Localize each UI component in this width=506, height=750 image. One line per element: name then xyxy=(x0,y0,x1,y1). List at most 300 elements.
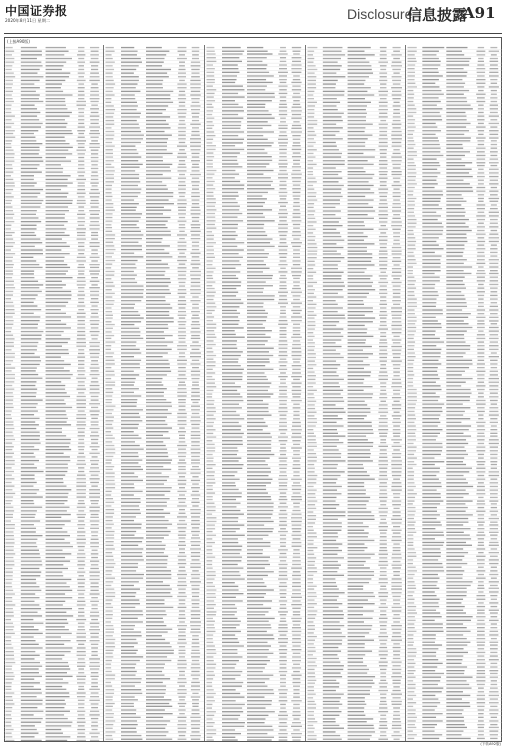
table-cell-text xyxy=(323,207,336,208)
table-cell-text xyxy=(293,281,300,282)
table-cell-text xyxy=(146,545,166,546)
table-cell-text xyxy=(222,361,238,362)
table-cell-text xyxy=(222,578,245,579)
table-cell-text xyxy=(121,646,134,647)
table-cell-text xyxy=(106,54,112,55)
table-cell-text xyxy=(348,654,366,655)
table-cell-text xyxy=(78,364,84,365)
table-cell-text xyxy=(323,557,344,558)
table-cell-text xyxy=(292,589,301,590)
table-cell-text xyxy=(477,97,485,98)
table-cell-text xyxy=(408,162,415,163)
table-cell-text xyxy=(91,87,99,88)
table-cell-text xyxy=(292,489,301,490)
table-cell-text xyxy=(89,403,100,404)
table-cell-text xyxy=(392,415,402,416)
table-cell-text xyxy=(247,361,270,362)
table-cell-text xyxy=(179,646,185,647)
table-cell-text xyxy=(348,83,365,84)
table-cell-text xyxy=(391,439,402,440)
table-cell-text xyxy=(89,453,99,454)
table-cell-text xyxy=(278,139,288,140)
table-cell-text xyxy=(6,346,15,347)
table-cell-text xyxy=(323,588,339,589)
table-cell-text xyxy=(308,707,317,708)
table-cell-text xyxy=(348,547,368,548)
table-cell-text xyxy=(46,214,65,215)
table-cell-text xyxy=(323,135,336,136)
table-cell-text xyxy=(323,397,343,398)
table-cell-text xyxy=(90,460,99,461)
table-cell-text xyxy=(21,539,38,540)
table-cell-text xyxy=(408,75,415,76)
table-cell-text xyxy=(146,689,166,690)
table-cell-text xyxy=(380,586,386,587)
table-cell-text xyxy=(308,651,316,652)
table-cell-text xyxy=(476,51,485,52)
table-cell-text xyxy=(392,91,401,92)
table-cell-text xyxy=(278,344,287,345)
table-cell-text xyxy=(247,560,269,561)
table-cell-text xyxy=(46,531,68,532)
table-cell-text xyxy=(392,397,401,398)
table-cell-text xyxy=(278,733,287,734)
table-cell-text xyxy=(379,526,388,527)
table-cell-text xyxy=(6,722,12,723)
table-cell-text xyxy=(91,557,98,558)
table-cell-text xyxy=(90,54,99,55)
table-cell-text xyxy=(348,561,366,562)
table-cell-text xyxy=(89,349,100,350)
table-cell-text xyxy=(247,450,271,451)
table-cell-text xyxy=(393,47,401,48)
table-cell-text xyxy=(91,112,99,113)
table-cell-text xyxy=(21,647,43,648)
table-cell-text xyxy=(21,597,40,598)
table-cell-text xyxy=(178,462,187,463)
table-cell-text xyxy=(380,540,387,541)
table-cell-text xyxy=(379,460,388,461)
table-cell-text xyxy=(190,80,200,81)
table-cell-text xyxy=(408,165,416,166)
table-cell-text xyxy=(77,729,85,730)
table-cell-text xyxy=(247,260,264,261)
table-cell-text xyxy=(177,260,187,261)
table-cell-text xyxy=(489,241,499,242)
table-cell-text xyxy=(179,441,186,442)
table-cell-text xyxy=(348,353,373,354)
table-cell-text xyxy=(291,292,302,293)
table-cell-text xyxy=(6,485,15,486)
table-cell-text xyxy=(489,226,498,227)
table-cell-text xyxy=(178,185,186,186)
table-cell-text xyxy=(380,632,387,633)
table-cell-text xyxy=(394,401,400,402)
table-cell-text xyxy=(379,511,388,512)
table-cell-text xyxy=(380,76,387,77)
table-cell-text xyxy=(247,656,267,657)
table-cell-text xyxy=(121,296,143,297)
table-cell-text xyxy=(393,425,400,426)
table-cell-text xyxy=(292,61,301,62)
table-cell-text xyxy=(178,384,186,385)
table-cell-text xyxy=(46,246,70,247)
table-cell-text xyxy=(21,407,36,408)
table-cell-text xyxy=(192,476,198,477)
table-cell-text xyxy=(308,625,315,626)
table-cell-text xyxy=(477,115,484,116)
table-cell-text xyxy=(106,315,113,316)
table-cell-text xyxy=(392,142,401,143)
table-cell-text xyxy=(379,275,388,276)
table-cell-text xyxy=(408,223,417,224)
table-cell-text xyxy=(323,236,342,237)
table-cell-text xyxy=(192,559,200,560)
table-cell-text xyxy=(247,404,269,405)
table-cell-text xyxy=(379,640,387,641)
table-cell-text xyxy=(222,379,242,380)
table-cell-text xyxy=(478,212,485,213)
table-cell-text xyxy=(6,666,13,667)
table-cell-text xyxy=(292,181,300,182)
table-cell-text xyxy=(247,499,271,500)
table-cell-text xyxy=(21,309,41,310)
table-cell-text xyxy=(6,711,12,712)
table-cell-text xyxy=(278,726,287,727)
table-cell-text xyxy=(408,68,415,69)
table-cell-text xyxy=(89,493,100,494)
table-cell-text xyxy=(308,603,317,604)
table-cell-text xyxy=(106,556,114,557)
table-cell-text xyxy=(179,65,185,66)
table-cell-text xyxy=(179,706,185,707)
table-cell-text xyxy=(121,424,139,425)
table-cell-text xyxy=(146,282,171,283)
table-cell-text xyxy=(90,517,99,518)
table-cell-text xyxy=(91,83,97,84)
table-cell-text xyxy=(280,57,286,58)
table-cell-text xyxy=(478,61,484,62)
table-cell-text xyxy=(46,689,67,690)
table-cell-text xyxy=(21,235,36,236)
table-cell-text xyxy=(292,156,301,157)
table-cell-text xyxy=(222,656,243,657)
table-cell-text xyxy=(247,82,273,83)
table-cell-text xyxy=(46,740,68,741)
table-cell-text xyxy=(191,720,200,721)
table-cell-text xyxy=(446,266,472,267)
table-cell-text xyxy=(21,689,41,690)
disclosure-table xyxy=(4,45,502,741)
table-cell-text xyxy=(106,164,112,165)
table-cell-text xyxy=(207,128,213,129)
table-cell-text xyxy=(308,296,317,297)
table-cell-text xyxy=(323,253,341,254)
table-cell-text xyxy=(46,586,70,587)
table-cell-text xyxy=(392,672,400,673)
table-cell-text xyxy=(323,131,340,132)
table-cell-text xyxy=(379,203,388,204)
table-cell-text xyxy=(323,449,339,450)
table-cell-text xyxy=(106,625,114,626)
table-cell-text xyxy=(280,471,287,472)
table-cell-text xyxy=(146,660,171,661)
table-cell-text xyxy=(21,510,37,511)
table-cell-text xyxy=(247,564,270,565)
table-cell-text xyxy=(222,195,239,196)
table-cell-text xyxy=(293,184,300,185)
table-cell-text xyxy=(348,567,370,568)
table-cell-text xyxy=(46,435,67,436)
table-cell-text xyxy=(106,724,114,725)
table-cell-text xyxy=(178,51,187,52)
table-cell-text xyxy=(121,331,140,332)
table-cell-text xyxy=(292,344,301,345)
table-cell-text xyxy=(348,315,365,316)
table-cell-text xyxy=(121,556,143,557)
table-cell-text xyxy=(6,531,14,532)
table-cell-text xyxy=(192,164,199,165)
table-cell-text xyxy=(78,164,84,165)
table-cell-text xyxy=(121,69,136,70)
table-cell-text xyxy=(106,531,115,532)
table-cell-text xyxy=(279,75,287,76)
table-cell-text xyxy=(191,207,199,208)
table-cell-text xyxy=(477,255,485,256)
table-cell-text xyxy=(106,570,113,571)
table-cell-text xyxy=(77,232,86,233)
table-cell-text xyxy=(380,672,386,673)
table-cell-text xyxy=(191,724,200,725)
table-cell-text xyxy=(422,187,434,188)
table-cell-text xyxy=(121,156,141,157)
table-cell-text xyxy=(308,718,316,719)
table-cell-text xyxy=(279,737,288,738)
table-cell-text xyxy=(446,219,469,220)
table-cell-text xyxy=(207,334,216,335)
table-cell-text xyxy=(293,611,300,612)
table-cell-text xyxy=(6,582,12,583)
table-cell-text xyxy=(178,213,186,214)
table-cell-text xyxy=(91,703,99,704)
table-cell-text xyxy=(146,653,174,654)
table-cell-text xyxy=(21,392,37,393)
table-cell-text xyxy=(280,589,287,590)
table-cell-text xyxy=(378,636,388,637)
table-cell-text xyxy=(78,161,84,162)
table-cell-text xyxy=(146,87,163,88)
table-cell-text xyxy=(21,571,41,572)
table-cell-text xyxy=(380,536,387,537)
table-cell-text xyxy=(6,435,14,436)
table-cell-text xyxy=(292,422,301,423)
table-cell-text xyxy=(6,284,14,285)
table-cell-text xyxy=(323,543,342,544)
table-cell-text xyxy=(247,396,271,397)
table-cell-text xyxy=(247,729,273,730)
table-cell-text xyxy=(222,53,243,54)
table-cell-text xyxy=(78,58,84,59)
table-cell-text xyxy=(121,435,139,436)
table-cell-text xyxy=(279,440,288,441)
table-cell-text xyxy=(178,293,187,294)
table-cell-text xyxy=(379,607,388,608)
table-cell-text xyxy=(422,151,440,152)
table-cell-text xyxy=(146,335,173,336)
table-cell-text xyxy=(121,720,137,721)
table-cell-text xyxy=(21,253,43,254)
table-cell-text xyxy=(90,246,100,247)
table-cell-text xyxy=(46,579,72,580)
table-cell-text xyxy=(380,149,387,150)
table-cell-text xyxy=(323,592,345,593)
table-cell-text xyxy=(279,729,286,730)
table-cell-text xyxy=(121,267,137,268)
table-cell-text xyxy=(6,550,14,551)
table-cell-text xyxy=(77,493,86,494)
table-cell-text xyxy=(247,642,268,643)
table-cell-text xyxy=(446,126,466,127)
table-cell-text xyxy=(121,682,141,683)
table-cell-text xyxy=(121,338,143,339)
table-cell-text xyxy=(91,503,98,504)
table-cell-text xyxy=(293,340,300,341)
table-cell-text xyxy=(323,91,345,92)
table-cell-text xyxy=(121,607,135,608)
table-cell-text xyxy=(21,374,38,375)
table-cell-text xyxy=(190,83,201,84)
table-cell-text xyxy=(46,182,73,183)
table-cell-text xyxy=(6,98,13,99)
table-cell-text xyxy=(191,424,199,425)
table-cell-text xyxy=(292,600,300,601)
table-cell-text xyxy=(222,729,235,730)
table-cell-text xyxy=(21,133,34,134)
table-cell-text xyxy=(78,112,84,113)
table-cell-text xyxy=(207,444,215,445)
table-cell-text xyxy=(323,98,337,99)
table-column-4-rows xyxy=(306,45,405,741)
table-cell-text xyxy=(323,300,336,301)
table-cell-text xyxy=(222,521,238,522)
table-cell-text xyxy=(78,586,85,587)
table-cell-text xyxy=(379,418,388,419)
table-cell-text xyxy=(146,717,163,718)
table-cell-text xyxy=(393,368,400,369)
table-cell-text xyxy=(6,696,13,697)
table-cell-text xyxy=(490,255,497,256)
table-cell-text xyxy=(380,715,386,716)
table-cell-text xyxy=(323,83,336,84)
table-cell-text xyxy=(348,680,373,681)
table-cell-text xyxy=(178,409,185,410)
table-cell-text xyxy=(46,553,72,554)
table-cell-text xyxy=(106,296,113,297)
table-cell-text xyxy=(106,406,116,407)
table-cell-text xyxy=(391,519,402,520)
table-cell-text xyxy=(192,156,199,157)
table-cell-text xyxy=(21,725,35,726)
table-cell-text xyxy=(292,660,301,661)
table-cell-text xyxy=(222,429,241,430)
table-cell-text xyxy=(21,604,40,605)
table-cell-text xyxy=(146,271,165,272)
table-cell-text xyxy=(146,363,170,364)
table-cell-text xyxy=(408,183,417,184)
table-cell-text xyxy=(6,47,13,48)
table-cell-text xyxy=(477,270,485,271)
table-cell-text xyxy=(207,206,216,207)
table-cell-text xyxy=(146,548,165,549)
table-cell-text xyxy=(192,120,199,121)
table-cell-text xyxy=(348,446,373,447)
table-cell-text xyxy=(46,267,70,268)
table-cell-text xyxy=(190,274,201,275)
table-cell-text xyxy=(106,409,114,410)
table-cell-text xyxy=(380,317,387,318)
table-cell-text xyxy=(292,386,300,387)
table-cell-text xyxy=(491,187,497,188)
table-cell-text xyxy=(179,80,185,81)
table-cell-text xyxy=(6,597,13,598)
table-cell-text xyxy=(247,600,272,601)
table-cell-text xyxy=(222,100,235,101)
table-cell-text xyxy=(489,266,498,267)
table-cell-text xyxy=(121,656,143,657)
table-cell-text xyxy=(21,294,38,295)
table-cell-text xyxy=(191,650,199,651)
table-cell-text xyxy=(323,676,342,677)
table-cell-text xyxy=(91,582,99,583)
table-cell-text xyxy=(146,462,171,463)
table-cell-text xyxy=(177,109,186,110)
table-cell-text xyxy=(323,328,344,329)
table-cell-text xyxy=(6,733,12,734)
table-cell-text xyxy=(146,131,165,132)
table-cell-text xyxy=(278,355,287,356)
table-cell-text xyxy=(247,571,274,572)
table-cell-text xyxy=(292,582,300,583)
table-cell-text xyxy=(6,91,13,92)
table-cell-text xyxy=(46,123,68,124)
table-cell-text xyxy=(77,496,86,497)
table-cell-text xyxy=(207,450,216,451)
table-cell-text xyxy=(279,192,288,193)
table-cell-text xyxy=(247,418,264,419)
table-cell-text xyxy=(247,638,274,639)
table-cell-text xyxy=(21,418,40,419)
table-cell-text xyxy=(378,188,388,189)
table-cell-text xyxy=(91,608,97,609)
table-cell-text xyxy=(91,531,98,532)
table-cell-text xyxy=(191,599,199,600)
table-cell-text xyxy=(279,361,288,362)
table-cell-text xyxy=(46,335,62,336)
table-cell-text xyxy=(380,588,387,589)
table-cell-text xyxy=(222,220,243,221)
table-cell-text xyxy=(121,116,140,117)
table-cell-text xyxy=(121,610,143,611)
table-cell-text xyxy=(146,635,162,636)
table-cell-text xyxy=(46,378,71,379)
table-cell-text xyxy=(146,656,167,657)
table-cell-text xyxy=(106,631,115,632)
table-cell-text xyxy=(476,79,485,80)
table-cell-text xyxy=(308,264,316,265)
table-cell-text xyxy=(247,675,273,676)
table-cell-text xyxy=(121,227,139,228)
table-cell-text xyxy=(90,309,98,310)
